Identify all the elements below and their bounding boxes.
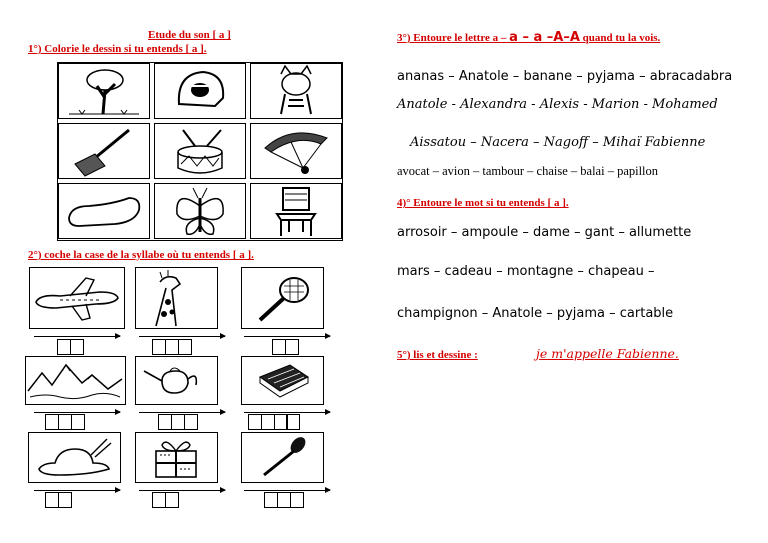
syllable-box[interactable] bbox=[286, 414, 300, 430]
butterfly-icon[interactable] bbox=[154, 183, 246, 239]
syllable-boxes-chocolate bbox=[248, 414, 299, 430]
syllable-boxes-spoon bbox=[264, 492, 302, 508]
tree-icon[interactable] bbox=[58, 63, 150, 119]
chair-icon[interactable] bbox=[250, 183, 342, 239]
words-line-3: champignon – Anatole – pyjama – cartable bbox=[397, 306, 674, 321]
syllable-boxes-giraffe bbox=[152, 339, 190, 355]
question-4: 4)° Entoure le mot si tu entends [ a ]. bbox=[397, 197, 569, 209]
question-3-prefix: 3°) Entoure le lettre a – bbox=[397, 32, 507, 44]
question-3-suffix: quand tu la vois. bbox=[582, 32, 661, 44]
syllable-boxes-racket bbox=[272, 339, 298, 355]
syllable-box[interactable] bbox=[71, 414, 85, 430]
page-title: Etude du son [ a ] bbox=[148, 29, 231, 41]
syllable-box[interactable] bbox=[70, 339, 84, 355]
arrow bbox=[34, 490, 120, 491]
syllable-box[interactable] bbox=[285, 339, 299, 355]
arrow bbox=[139, 336, 225, 337]
mountains-icon[interactable] bbox=[25, 356, 126, 405]
syllable-box[interactable] bbox=[290, 492, 304, 508]
syllable-boxes-gift bbox=[152, 492, 178, 508]
arrow bbox=[244, 490, 330, 491]
arrow bbox=[34, 336, 120, 337]
helmet-icon[interactable] bbox=[154, 63, 246, 119]
gift-icon[interactable] bbox=[135, 432, 218, 483]
chocolate-icon[interactable] bbox=[241, 356, 324, 405]
syllable-boxes-watering-can bbox=[158, 414, 196, 430]
clog-icon[interactable] bbox=[58, 183, 150, 239]
racket-icon[interactable] bbox=[241, 267, 324, 329]
syllable-box[interactable] bbox=[165, 492, 179, 508]
question-5: 5°) lis et dessine : bbox=[397, 349, 478, 361]
spoon-icon[interactable] bbox=[241, 432, 324, 483]
names-line-3: Aissatou – Nacera – Nagoff – Mihaï Fabienne bbox=[410, 135, 706, 150]
syllable-boxes-mountains bbox=[45, 414, 83, 430]
hat-icon[interactable] bbox=[28, 432, 121, 483]
giraffe-icon[interactable] bbox=[135, 267, 218, 329]
watering-can-icon[interactable] bbox=[135, 356, 218, 405]
syllable-box[interactable] bbox=[178, 339, 192, 355]
broom-icon[interactable] bbox=[58, 123, 150, 179]
arrow bbox=[34, 412, 120, 413]
sentence-to-draw: je m'appelle Fabienne. bbox=[536, 346, 679, 361]
question-3 bbox=[397, 30, 660, 45]
question-1: 1°) Colorie le dessin si tu entends [ a ]. bbox=[28, 43, 207, 55]
cat-icon[interactable] bbox=[250, 63, 342, 119]
arrow bbox=[244, 412, 330, 413]
parachute-icon[interactable] bbox=[250, 123, 342, 179]
drum-icon[interactable] bbox=[154, 123, 246, 179]
names-line-4: avocat – avion – tambour – chaise – balai – papillon bbox=[397, 164, 659, 178]
letter-variants: a – a –A–A bbox=[509, 30, 580, 45]
names-line-2: Anatole - Alexandra - Alexis - Marion - Mohamed bbox=[397, 97, 718, 112]
words-line-2: mars – cadeau – montagne – chapeau – bbox=[397, 264, 655, 279]
syllable-boxes-hat bbox=[45, 492, 71, 508]
coloring-grid bbox=[57, 62, 343, 241]
arrow bbox=[139, 412, 225, 413]
arrow bbox=[244, 336, 330, 337]
syllable-box[interactable] bbox=[184, 414, 198, 430]
arrow bbox=[139, 490, 225, 491]
words-line-1: arrosoir – ampoule – dame – gant – allumette bbox=[397, 225, 692, 240]
syllable-box[interactable] bbox=[58, 492, 72, 508]
names-line-1: ananas – Anatole – banane – pyjama – abracadabra bbox=[397, 69, 733, 84]
airplane-icon[interactable] bbox=[29, 267, 125, 329]
question-2: 2°) coche la case de la syllabe où tu entends [ a ]. bbox=[28, 249, 254, 261]
syllable-boxes-airplane bbox=[57, 339, 83, 355]
